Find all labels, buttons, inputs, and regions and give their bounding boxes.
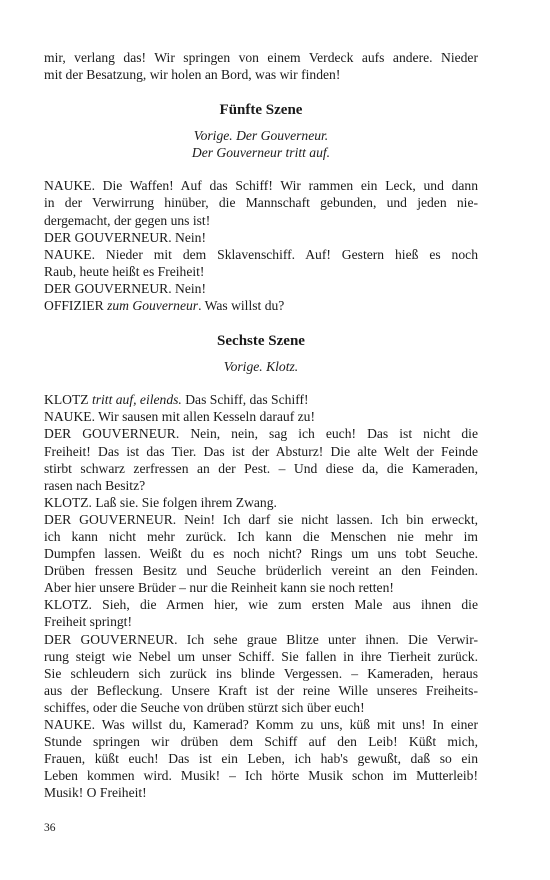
text-line: DER GOUVERNEUR. Nein! [44,280,206,296]
stage-direction: Vorige. Der Gouverneur. [193,128,329,144]
text-line: Frauen, küßt euch! Das ist ein Leben, ich hab's gewußt, daß so ein [44,751,478,767]
text-line: NAUKE. Die Waffen! Auf das Schiff! Wir rammen ein Leck, und dann [44,178,478,194]
text-line: dergemacht, der gegen uns ist! [44,212,211,228]
book-page [44,49,478,801]
text-line: ich kann nicht mehr zurück. Ich kann die Menschen nie mehr im [44,528,478,544]
speaker: KLOTZ [44,392,92,408]
text-line: rung steigt wie Nebel um unser Schiff. Sie fallen in ihre Tierheit zurück. [44,648,478,664]
text-line: mir, verlang das! Wir springen von einem Verdeck aufs andere. Nieder [44,50,478,65]
text-line: NAUKE. Wir sausen mit allen Kesseln darauf zu! [44,409,315,425]
text-line: NAUKE. Was willst du, Kamerad? Komm zu uns, küß mit uns! In einer [44,717,478,732]
text-line: DER GOUVERNEUR. Nein, nein, sag ich euch! Das ist nicht die [44,426,478,442]
text-line: DER GOUVERNEUR. Ich sehe graue Blitze unter ihnen. Die Verwir- [44,631,478,647]
speaker: OFFIZIER [44,298,108,314]
scene-heading: Fünfte Szene [219,102,303,119]
dialogue-line [44,391,478,408]
text-line: Sie schleudern sich zurück ins blinde Vergessen. – Kameraden, heraus [44,665,478,681]
text-line: NAUKE. Nieder mit dem Sklavenschiff. Auf! Gestern hieß es noch [44,246,478,262]
text-line: mit der Besatzung, wir holen an Bord, was wir finden! [44,67,341,83]
text-line: KLOTZ. Laß sie. Sie folgen ihrem Zwang. [44,494,277,510]
text-line: in der Verwirrung hinüber, die Mannschaft gebunden, und jeden nie- [44,195,478,211]
text-line: Raub, heute heißt es Freiheit! [44,263,205,279]
text-line: Freiheit springt! [44,614,132,630]
text-line: Leben kommen wird. Musik! – Ich hörte Musik schon im Mutterleib! [44,768,478,784]
dialogue-text: Das Schiff, das Schiff! [181,392,309,408]
scene-heading: Sechste Szene [217,333,305,350]
text-line: Stunde springen wir drüben dem Schiff auf den Leib! Küßt mich, [44,734,478,750]
stage-direction-inline: zum Gouverneur [107,298,199,314]
text-line: Drüben fressen Besitz und Seuche brüderlich vereint an den Feinden. [44,563,478,579]
text-line: Aber hier unsere Brüder – nur die Reinheit kann sie noch retten! [44,580,394,596]
page-number: 36 [44,822,56,834]
text-line: aus der Befleckung. Unsere Kraft ist der reine Wille unseres Freiheits- [44,682,478,698]
text-line: stirbt schwarz zerfressen an der Pest. – Und diese da, die Kameraden, [44,460,478,476]
text-line: DER GOUVERNEUR. Nein! [44,229,206,245]
dialogue-text: . Was willst du? [198,298,285,314]
stage-direction: Vorige. Klotz. [223,359,299,375]
text-line: Musik! O Freiheit! [44,785,147,801]
text-line: schiffes, oder die Seuche von drüben stürzt sich über euch! [44,699,365,715]
text-line: KLOTZ. Sieh, die Armen hier, wie zum ersten Male aus ihnen die [44,597,478,613]
text-line: rasen nach Besitz? [44,477,146,493]
text-line: DER GOUVERNEUR. Nein! Ich darf sie nicht lassen. Ich bin erweckt, [44,511,478,527]
stage-direction-inline: tritt auf, eilends. [91,392,182,408]
text-line: Dumpfen lassen. Weißt du es noch nicht? Rings um uns tobt Seuche. [44,546,478,562]
stage-direction: Der Gouverneur tritt auf. [191,145,331,161]
text-line: Freiheit! Das ist das Tier. Das ist der Absturz! Die alte Welt der Feinde [44,443,478,459]
dialogue-line [44,297,478,314]
